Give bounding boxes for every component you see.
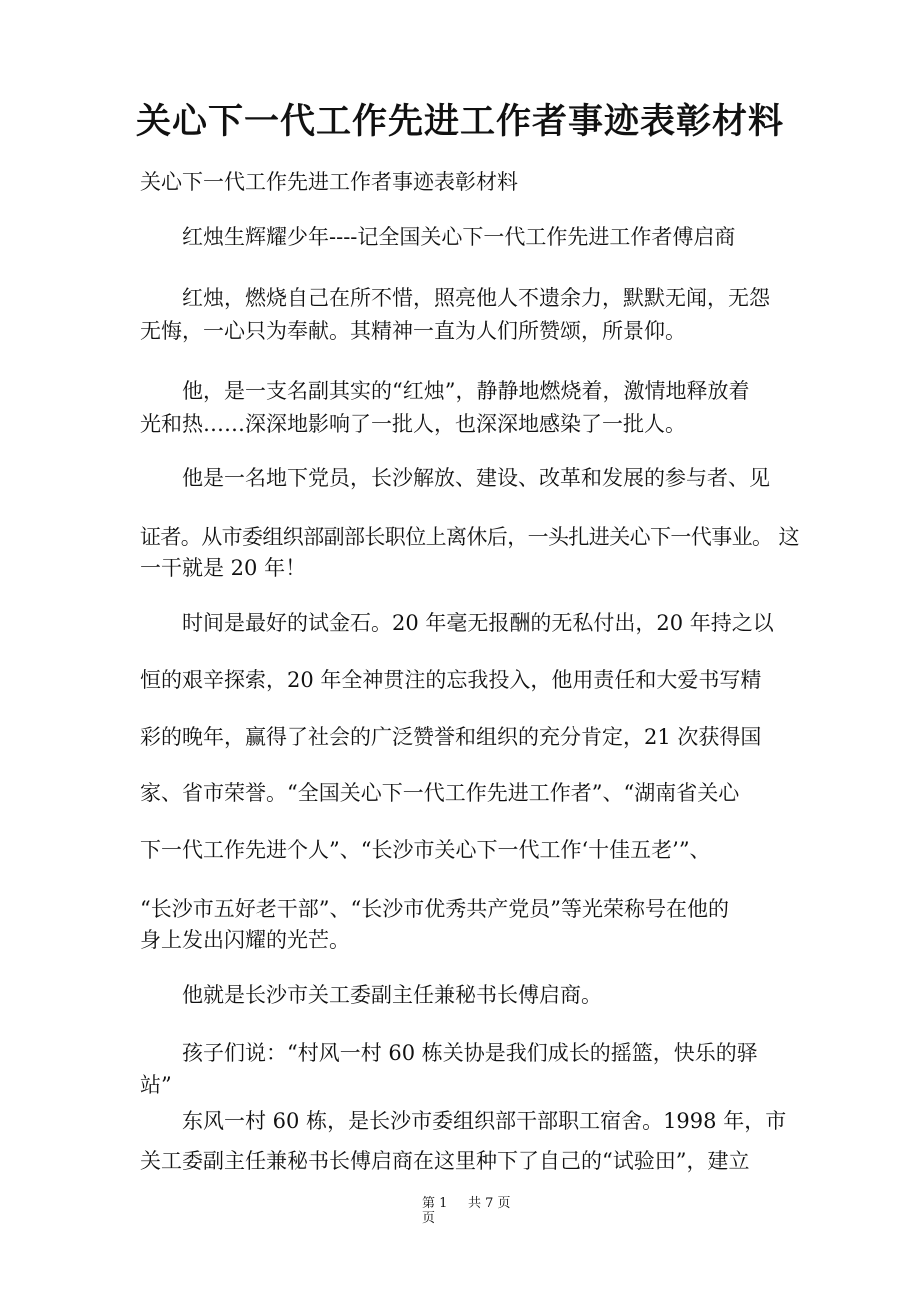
paragraph-line: 站” bbox=[140, 1073, 172, 1097]
paragraph-line: 孩子们说：“村风一村 60 栋关协是我们成长的摇篮，快乐的驿 bbox=[182, 1041, 758, 1065]
paragraph-line: “长沙市五好老干部”、“长沙市优秀共产党员”等光荣称号在他的 bbox=[140, 897, 729, 921]
paragraph-line: 无悔，一心只为奉献。其精神一直为人们所赞颂，所景仰。 bbox=[140, 319, 686, 343]
paragraph-line: 一干就是 20 年！ bbox=[140, 556, 307, 580]
paragraph-line: 他是一名地下党员，长沙解放、建设、改革和发展的参与者、见 bbox=[182, 466, 770, 490]
paragraph-line: 身上发出闪耀的光芒。 bbox=[140, 928, 350, 952]
page-number: 第 1 bbox=[422, 1196, 448, 1211]
document-title: 关心下一代工作先进工作者事迹表彰材料 bbox=[135, 102, 784, 142]
page-number-suffix: 页 bbox=[422, 1211, 436, 1226]
paragraph-line: 东风一村 60 栋，是长沙市委组织部干部职工宿舍。1998 年，市 bbox=[182, 1109, 787, 1133]
paragraph-line: 下一代工作先进个人”、“长沙市关心下一代工作‘十佳五老’”、 bbox=[140, 838, 711, 862]
paragraph-line: 家、省市荣誉。“全国关心下一代工作先进工作者”、“湖南省关心 bbox=[140, 781, 740, 805]
subtitle: 关心下一代工作先进工作者事迹表彰材料 bbox=[140, 170, 518, 194]
paragraph-line: 他就是长沙市关工委副主任兼秘书长傅启商。 bbox=[182, 983, 602, 1007]
paragraph-line: 证者。从市委组织部副部长职位上离休后，一头扎进关心下一代事业。 这 bbox=[140, 525, 799, 549]
paragraph-line: 时间是最好的试金石。20 年毫无报酬的无私付出，20 年持之以 bbox=[182, 611, 774, 635]
page-total: 共 7 页 bbox=[468, 1196, 511, 1211]
paragraph-line: 关工委副主任兼秘书长傅启商在这里种下了自己的“试验田”，建立 bbox=[140, 1149, 750, 1173]
paragraph-line: 红烛，燃烧自己在所不惜，照亮他人不遗余力，默默无闻，无怨 bbox=[182, 286, 770, 310]
paragraph-line: 光和热……深深地影响了一批人，也深深地感染了一批人。 bbox=[140, 412, 686, 436]
paragraph-line: 恒的艰辛探索，20 年全神贯注的忘我投入，他用责任和大爱书写精 bbox=[140, 668, 762, 692]
paragraph-line: 彩的晚年，赢得了社会的广泛赞誉和组织的充分肯定，21 次获得国 bbox=[140, 725, 762, 749]
paragraph-line: 他，是一支名副其实的“红烛”，静静地燃烧着，激情地释放着 bbox=[182, 379, 750, 403]
paragraph-line: 红烛生辉耀少年----记全国关心下一代工作先进工作者傅启商 bbox=[182, 225, 736, 249]
